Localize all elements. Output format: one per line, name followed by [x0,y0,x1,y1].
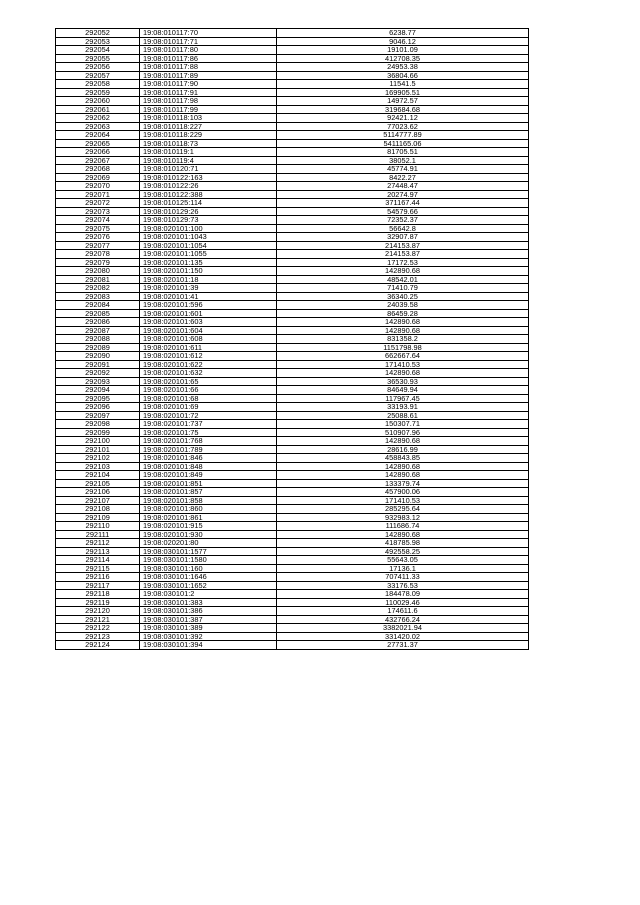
row-id-cell: 292054 [56,46,140,55]
row-id-cell: 292078 [56,250,140,259]
row-id-cell: 292092 [56,369,140,378]
cadastral-number-cell: 19:08:020101:75 [140,428,277,437]
row-id-cell: 292124 [56,641,140,650]
cadastral-number-cell: 19:08:010122:26 [140,182,277,191]
cadastral-number-cell: 19:08:030101:160 [140,564,277,573]
table-row [56,216,529,225]
row-id-cell: 292056 [56,63,140,72]
cadastral-number-cell: 19:08:030101:1577 [140,547,277,556]
table-row [56,207,529,216]
amount-cell: 86459.28 [277,309,529,318]
cadastral-number-cell: 19:08:020101:857 [140,488,277,497]
table-row [56,488,529,497]
cadastral-number-cell: 19:08:010129:26 [140,207,277,216]
cadastral-number-cell: 19:08:020101:611 [140,343,277,352]
cadastral-number-cell: 19:08:030101:392 [140,632,277,641]
table-row [56,641,529,650]
row-id-cell: 292111 [56,530,140,539]
cadastral-number-cell: 19:08:020101:41 [140,292,277,301]
row-id-cell: 292064 [56,131,140,140]
table-row [56,131,529,140]
amount-cell: 77023.62 [277,122,529,131]
cadastral-number-cell: 19:08:010117:90 [140,80,277,89]
table-row [56,522,529,531]
amount-cell: 36530.93 [277,377,529,386]
cadastral-number-cell: 19:08:020101:622 [140,360,277,369]
amount-cell: 142890.68 [277,462,529,471]
amount-cell: 174611.6 [277,607,529,616]
cadastral-number-cell: 19:08:030101:386 [140,607,277,616]
row-id-cell: 292053 [56,37,140,46]
cadastral-number-cell: 19:08:020101:860 [140,505,277,514]
cadastral-number-cell: 19:08:020101:768 [140,437,277,446]
amount-cell: 662667.64 [277,352,529,361]
row-id-cell: 292103 [56,462,140,471]
cadastral-number-cell: 19:08:020101:861 [140,513,277,522]
cadastral-number-cell: 19:08:010117:98 [140,97,277,106]
row-id-cell: 292112 [56,539,140,548]
cadastral-number-cell: 19:08:020101:18 [140,275,277,284]
table-row [56,182,529,191]
amount-cell: 17136.1 [277,564,529,573]
amount-cell: 184478.09 [277,590,529,599]
row-id-cell: 292087 [56,326,140,335]
amount-cell: 150307.71 [277,420,529,429]
row-id-cell: 292075 [56,224,140,233]
row-id-cell: 292082 [56,284,140,293]
row-id-cell: 292123 [56,632,140,641]
row-id-cell: 292097 [56,411,140,420]
cadastral-number-cell: 19:08:020101:604 [140,326,277,335]
table-row [56,80,529,89]
amount-cell: 1151798.98 [277,343,529,352]
amount-cell: 142890.68 [277,369,529,378]
row-id-cell: 292084 [56,301,140,310]
amount-cell: 142890.68 [277,318,529,327]
table-row [56,97,529,106]
table-row [56,54,529,63]
cadastral-number-cell: 19:08:020101:66 [140,386,277,395]
table-row [56,250,529,259]
row-id-cell: 292089 [56,343,140,352]
row-id-cell: 292071 [56,190,140,199]
amount-cell: 111686.74 [277,522,529,531]
cadastral-number-cell: 19:08:020101:603 [140,318,277,327]
cadastral-number-cell: 19:08:020101:1055 [140,250,277,259]
table-row [56,284,529,293]
table-row [56,190,529,199]
cadastral-number-cell: 19:08:010119:1 [140,148,277,157]
table-row [56,241,529,250]
amount-cell: 56642.8 [277,224,529,233]
cadastral-number-cell: 19:08:020101:72 [140,411,277,420]
row-id-cell: 292105 [56,479,140,488]
cadastral-number-cell: 19:08:020101:915 [140,522,277,531]
table-row [56,258,529,267]
cadastral-number-cell: 19:08:010118:73 [140,139,277,148]
cadastral-number-cell: 19:08:020101:930 [140,530,277,539]
table-row [56,267,529,276]
cadastral-number-cell: 19:08:020101:851 [140,479,277,488]
amount-cell: 458843.85 [277,454,529,463]
cadastral-number-cell: 19:08:020101:789 [140,445,277,454]
amount-cell: 110029.46 [277,598,529,607]
table-row [56,122,529,131]
row-id-cell: 292120 [56,607,140,616]
cadastral-number-cell: 19:08:020101:39 [140,284,277,293]
table-row [56,539,529,548]
amount-cell: 72352.37 [277,216,529,225]
row-id-cell: 292069 [56,173,140,182]
amount-cell: 28616.99 [277,445,529,454]
cadastral-number-cell: 19:08:020101:858 [140,496,277,505]
amount-cell: 412708.35 [277,54,529,63]
amount-cell: 48542.01 [277,275,529,284]
amount-cell: 24953.38 [277,63,529,72]
table-row [56,369,529,378]
cadastral-number-cell: 19:08:020201:80 [140,539,277,548]
table-row [56,326,529,335]
row-id-cell: 292055 [56,54,140,63]
row-id-cell: 292109 [56,513,140,522]
table-row [56,573,529,582]
row-id-cell: 292121 [56,615,140,624]
amount-cell: 707411.33 [277,573,529,582]
cadastral-number-cell: 19:08:010117:71 [140,37,277,46]
amount-cell: 5114777.89 [277,131,529,140]
table-row [56,462,529,471]
row-id-cell: 292106 [56,488,140,497]
row-id-cell: 292091 [56,360,140,369]
table-row [56,581,529,590]
amount-cell: 214153.87 [277,250,529,259]
row-id-cell: 292065 [56,139,140,148]
table-row [56,352,529,361]
amount-cell: 371167.44 [277,199,529,208]
amount-cell: 84649.94 [277,386,529,395]
row-id-cell: 292090 [56,352,140,361]
amount-cell: 54579.66 [277,207,529,216]
amount-cell: 133379.74 [277,479,529,488]
cadastral-number-cell: 19:08:030101:387 [140,615,277,624]
cadastral-number-cell: 19:08:030101:1580 [140,556,277,565]
cadastral-number-cell: 19:08:020101:100 [140,224,277,233]
cadastral-number-cell: 19:08:010117:99 [140,105,277,114]
table-row [56,479,529,488]
amount-cell: 81705.51 [277,148,529,157]
cadastral-number-cell: 19:08:010120:71 [140,165,277,174]
amount-cell: 14972.57 [277,97,529,106]
row-id-cell: 292098 [56,420,140,429]
cadastral-number-cell: 19:08:030101:383 [140,598,277,607]
amount-cell: 11541.5 [277,80,529,89]
cadastral-number-cell: 19:08:020101:849 [140,471,277,480]
row-id-cell: 292081 [56,275,140,284]
cadastral-number-cell: 19:08:010117:91 [140,88,277,97]
table-row [56,37,529,46]
amount-cell: 319684.68 [277,105,529,114]
row-id-cell: 292059 [56,88,140,97]
amount-cell: 831358.2 [277,335,529,344]
row-id-cell: 292086 [56,318,140,327]
table-row [56,199,529,208]
cadastral-number-cell: 19:08:020101:632 [140,369,277,378]
cadastral-number-cell: 19:08:030101:2 [140,590,277,599]
table-row [56,590,529,599]
amount-cell: 171410.53 [277,360,529,369]
table-row [56,411,529,420]
amount-cell: 142890.68 [277,530,529,539]
cadastral-number-cell: 19:08:020101:69 [140,403,277,412]
row-id-cell: 292066 [56,148,140,157]
row-id-cell: 292060 [56,97,140,106]
row-id-cell: 292107 [56,496,140,505]
amount-cell: 214153.87 [277,241,529,250]
table-row [56,403,529,412]
amount-cell: 117967.45 [277,394,529,403]
amount-cell: 92421.12 [277,114,529,123]
cadastral-number-cell: 19:08:010125:114 [140,199,277,208]
table-row [56,233,529,242]
amount-cell: 33193.91 [277,403,529,412]
cadastral-number-cell: 19:08:010118:229 [140,131,277,140]
table-row [56,386,529,395]
row-id-cell: 292074 [56,216,140,225]
cadastral-number-cell: 19:08:020101:135 [140,258,277,267]
row-id-cell: 292072 [56,199,140,208]
amount-cell: 36340.25 [277,292,529,301]
cadastral-number-cell: 19:08:020101:68 [140,394,277,403]
row-id-cell: 292101 [56,445,140,454]
row-id-cell: 292070 [56,182,140,191]
amount-cell: 169905.51 [277,88,529,97]
table-row [56,292,529,301]
table-row [56,445,529,454]
amount-cell: 25088.61 [277,411,529,420]
cadastral-number-cell: 19:08:010119:4 [140,156,277,165]
row-id-cell: 292099 [56,428,140,437]
table-row [56,360,529,369]
cadastral-number-cell: 19:08:010117:86 [140,54,277,63]
table-row [56,420,529,429]
table-row [56,88,529,97]
table-row [56,607,529,616]
row-id-cell: 292061 [56,105,140,114]
amount-cell: 510907.96 [277,428,529,437]
cadastral-number-cell: 19:08:020101:596 [140,301,277,310]
cadastral-number-cell: 19:08:010118:227 [140,122,277,131]
table-row [56,513,529,522]
amount-cell: 8422.27 [277,173,529,182]
row-id-cell: 292114 [56,556,140,565]
table-row [56,224,529,233]
table-row [56,63,529,72]
amount-cell: 432766.24 [277,615,529,624]
table-row [56,428,529,437]
row-id-cell: 292052 [56,29,140,38]
cadastral-number-cell: 19:08:020101:608 [140,335,277,344]
table-row [56,105,529,114]
amount-cell: 36804.66 [277,71,529,80]
amount-cell: 32907.87 [277,233,529,242]
table-row [56,564,529,573]
amount-cell: 24039.58 [277,301,529,310]
cadastral-number-cell: 19:08:010117:70 [140,29,277,38]
cadastral-number-cell: 19:08:020101:612 [140,352,277,361]
table-row [56,301,529,310]
amount-cell: 492558.25 [277,547,529,556]
table-row [56,318,529,327]
cadastral-number-cell: 19:08:030101:1646 [140,573,277,582]
cadastral-number-cell: 19:08:030101:394 [140,641,277,650]
amount-cell: 38052.1 [277,156,529,165]
row-id-cell: 292076 [56,233,140,242]
table-row [56,29,529,38]
cadastral-number-cell: 19:08:020101:848 [140,462,277,471]
amount-cell: 3382021.94 [277,624,529,633]
cadastral-number-cell: 19:08:010117:80 [140,46,277,55]
table-row [56,547,529,556]
table-row [56,139,529,148]
table-row [56,505,529,514]
row-id-cell: 292062 [56,114,140,123]
amount-cell: 142890.68 [277,471,529,480]
table-row [56,148,529,157]
row-id-cell: 292100 [56,437,140,446]
amount-cell: 142890.68 [277,267,529,276]
cadastral-number-cell: 19:08:020101:1043 [140,233,277,242]
amount-cell: 45774.91 [277,165,529,174]
cadastral-number-cell: 19:08:020101:150 [140,267,277,276]
table-row [56,275,529,284]
row-id-cell: 292063 [56,122,140,131]
row-id-cell: 292102 [56,454,140,463]
table-row [56,309,529,318]
table-row [56,114,529,123]
row-id-cell: 292108 [56,505,140,514]
row-id-cell: 292067 [56,156,140,165]
cadastral-number-cell: 19:08:010117:89 [140,71,277,80]
cadastral-number-cell: 19:08:030101:1652 [140,581,277,590]
row-id-cell: 292057 [56,71,140,80]
row-id-cell: 292118 [56,590,140,599]
amount-cell: 71410.79 [277,284,529,293]
row-id-cell: 292094 [56,386,140,395]
amount-cell: 331420.02 [277,632,529,641]
cadastral-number-cell: 19:08:020101:737 [140,420,277,429]
row-id-cell: 292115 [56,564,140,573]
row-id-cell: 292122 [56,624,140,633]
amount-cell: 55643.05 [277,556,529,565]
table-row [56,377,529,386]
row-id-cell: 292068 [56,165,140,174]
amount-cell: 6238.77 [277,29,529,38]
row-id-cell: 292080 [56,267,140,276]
row-id-cell: 292083 [56,292,140,301]
row-id-cell: 292095 [56,394,140,403]
row-id-cell: 292117 [56,581,140,590]
table-row [56,394,529,403]
table-row [56,335,529,344]
table-row [56,46,529,55]
cadastral-number-cell: 19:08:010129:73 [140,216,277,225]
table-row [56,343,529,352]
table-row [56,530,529,539]
cadastral-number-cell: 19:08:020101:65 [140,377,277,386]
amount-cell: 285295.64 [277,505,529,514]
amount-cell: 5411165.06 [277,139,529,148]
cadastral-number-cell: 19:08:010122:388 [140,190,277,199]
table-row [56,598,529,607]
amount-cell: 9046.12 [277,37,529,46]
amount-cell: 171410.53 [277,496,529,505]
row-id-cell: 292085 [56,309,140,318]
table-row [56,454,529,463]
row-id-cell: 292088 [56,335,140,344]
row-id-cell: 292116 [56,573,140,582]
row-id-cell: 292079 [56,258,140,267]
table-row [56,632,529,641]
data-table [55,28,529,650]
table-body [56,29,529,650]
amount-cell: 457900.06 [277,488,529,497]
cadastral-number-cell: 19:08:010117:88 [140,63,277,72]
row-id-cell: 292110 [56,522,140,531]
row-id-cell: 292058 [56,80,140,89]
amount-cell: 142890.68 [277,326,529,335]
table-row [56,71,529,80]
cadastral-number-cell: 19:08:020101:601 [140,309,277,318]
table-row [56,615,529,624]
amount-cell: 19101.09 [277,46,529,55]
amount-cell: 142890.68 [277,437,529,446]
amount-cell: 27731.37 [277,641,529,650]
cadastral-number-cell: 19:08:020101:1054 [140,241,277,250]
table-row [56,556,529,565]
cadastral-number-cell: 19:08:020101:846 [140,454,277,463]
table-row [56,496,529,505]
table-row [56,156,529,165]
cadastral-number-cell: 19:08:010118:103 [140,114,277,123]
row-id-cell: 292119 [56,598,140,607]
cadastral-number-cell: 19:08:030101:389 [140,624,277,633]
table-row [56,471,529,480]
table-row [56,165,529,174]
amount-cell: 932983.12 [277,513,529,522]
row-id-cell: 292096 [56,403,140,412]
amount-cell: 20274.97 [277,190,529,199]
row-id-cell: 292077 [56,241,140,250]
row-id-cell: 292104 [56,471,140,480]
row-id-cell: 292073 [56,207,140,216]
amount-cell: 33176.53 [277,581,529,590]
table-row [56,437,529,446]
table-row [56,624,529,633]
amount-cell: 27448.47 [277,182,529,191]
amount-cell: 17172.53 [277,258,529,267]
table-row [56,173,529,182]
amount-cell: 418785.98 [277,539,529,548]
row-id-cell: 292113 [56,547,140,556]
row-id-cell: 292093 [56,377,140,386]
cadastral-number-cell: 19:08:010122:163 [140,173,277,182]
